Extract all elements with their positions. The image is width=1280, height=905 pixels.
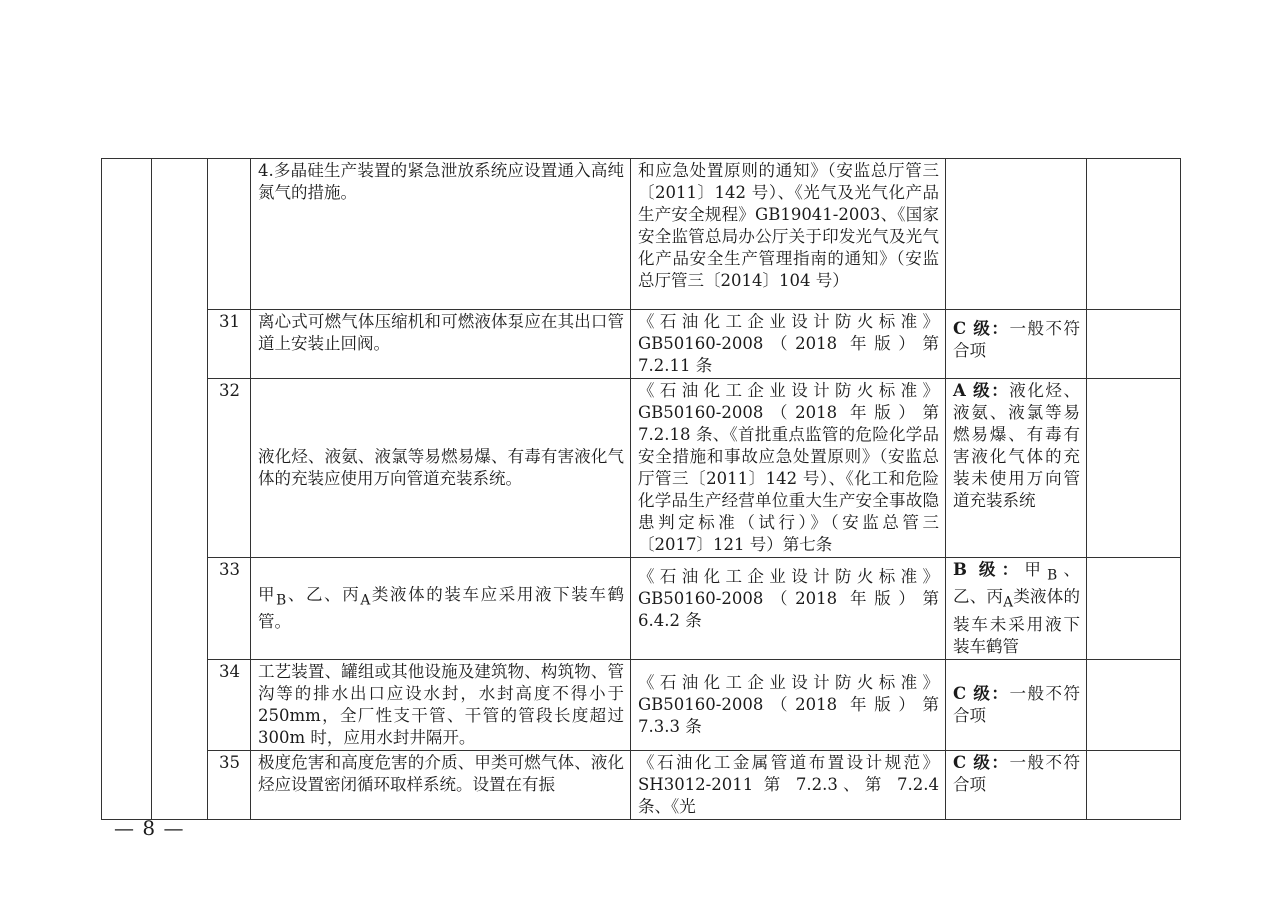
basis-text: 《石油化工企业设计防火标准》GB50160-2008（2018 年版）第 7.3.3 条 <box>631 659 946 750</box>
requirement-text: 甲$_B$、乙、丙$_A$类液体的装车应采用液下装车鹤管。 <box>251 558 631 660</box>
level-cell <box>946 379 1087 558</box>
basis-text: 《石油化工金属管道布置设计规范》SH3012-2011 第 7.2.3、第 7.2.4 条、《光 <box>631 750 946 819</box>
remarks-cell <box>1087 310 1181 379</box>
basis-text: 《石油化工企业设计防火标准》GB50160-2008（2018 年版）第 7.2.11 条 <box>631 310 946 379</box>
level-text: 液化烃、液氨、液氯等易燃易爆、有毒有害液化气体的充装未使用万向管道充装系统 <box>953 381 1081 510</box>
basis-text: 《石油化工企业设计防火标准》GB50160-2008（2018 年版）第 6.4.2 条 <box>631 558 946 660</box>
remarks-cell <box>1087 379 1181 558</box>
table-row <box>102 310 1181 379</box>
remarks-cell <box>1087 659 1181 750</box>
remarks-cell <box>1087 558 1181 660</box>
row-number: 32 <box>208 379 251 558</box>
level-text: 一般不符合项 <box>953 752 1080 794</box>
table-row <box>102 159 1181 310</box>
level-cell <box>946 159 1087 310</box>
page-number: — 8 — <box>114 816 185 840</box>
row-number: 33 <box>208 558 251 660</box>
basis-text: 《石油化工企业设计防火标准》GB50160-2008（2018 年版）第 7.2.18 条、《首批重点监管的危险化学品安全措施和事故应急处置原则》（安监总厅管三〔2011〕142 号）、《化工和危险化学品生产经营单位重大生产安全事故隐患判定标准（试行）》（安监总管三〔2017〕121 号）第七条 <box>631 379 946 558</box>
requirement-text: 极度危害和高度危害的介质、甲类可燃气体、液化烃应设置密闭循环取样系统。设置在有振 <box>251 750 631 819</box>
level-tag: A 级： <box>953 381 1010 400</box>
table-row <box>102 379 1181 558</box>
row-number: 35 <box>208 750 251 819</box>
level-tag: C 级： <box>953 319 1010 338</box>
inspection-table <box>101 158 1181 820</box>
requirement-text: 液化烃、液氨、液氯等易燃易爆、有毒有害液化气体的充装应使用万向管道充装系统。 <box>251 379 631 558</box>
level-text: 一般不符合项 <box>953 683 1080 725</box>
requirement-text: 离心式可燃气体压缩机和可燃液体泵应在其出口管道上安装止回阀。 <box>251 310 631 379</box>
level-tag: B 级： <box>953 560 1025 579</box>
remarks-cell <box>1087 159 1181 310</box>
table-row <box>102 659 1181 750</box>
level-tag: C 级： <box>953 752 1010 772</box>
row-number: 31 <box>208 310 251 379</box>
category-cell <box>102 159 152 820</box>
level-text: 一般不符合项 <box>953 319 1080 360</box>
row-number <box>208 159 251 310</box>
level-tag: C 级： <box>953 683 1010 703</box>
basis-text: 和应急处置原则的通知》（安监总厅管三〔2011〕142 号）、《光气及光气化产品生产安全规程》GB19041-2003、《国家安全监管总局办公厅关于印发光气及光气化产品安全生产管理指南的通知》（安监总厅管三〔2014〕104 号） <box>631 159 946 310</box>
row-number: 34 <box>208 659 251 750</box>
remarks-cell <box>1087 750 1181 819</box>
requirement-text: 工艺装置、罐组或其他设施及建筑物、构筑物、管沟等的排水出口应设水封，水封高度不得小于 250mm，全厂性支干管、干管的管段长度超过 300m 时，应用水封井隔开。 <box>251 659 631 750</box>
level-cell <box>946 659 1087 750</box>
level-cell <box>946 310 1087 379</box>
subcategory-cell <box>152 159 208 820</box>
requirement-text: 4.多晶硅生产装置的紧急泄放系统应设置通入高纯氮气的措施。 <box>251 159 631 310</box>
table-row <box>102 558 1181 660</box>
table-row <box>102 750 1181 819</box>
level-cell: B 级：甲$_B$、乙、丙$_A$类液体的装车未采用液下装车鹤管 <box>946 558 1087 660</box>
level-cell <box>946 750 1087 819</box>
